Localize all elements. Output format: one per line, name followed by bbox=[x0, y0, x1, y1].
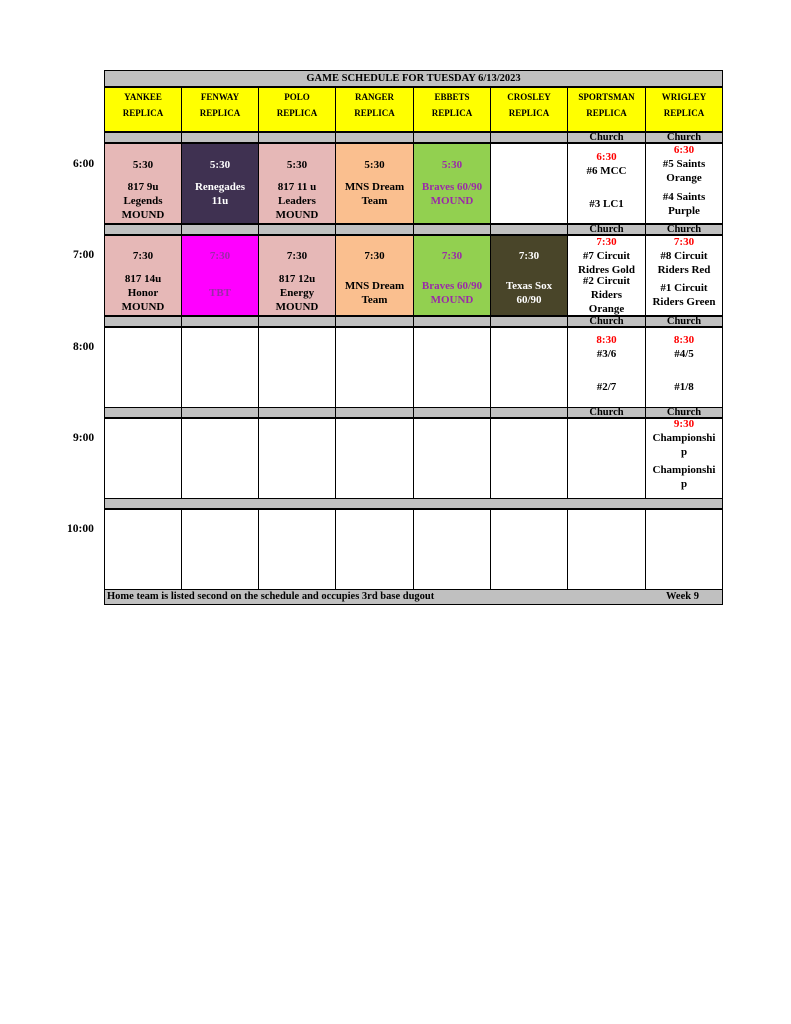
game-time: 8:30 bbox=[596, 334, 617, 346]
game-cell-fenway-7[interactable] bbox=[181, 235, 259, 316]
separator-row bbox=[258, 132, 336, 143]
footer-bar bbox=[104, 589, 723, 605]
separator-row bbox=[490, 224, 568, 235]
time-label-10: 10:00 bbox=[67, 523, 94, 535]
team-line: #3 LC1 bbox=[589, 198, 624, 210]
header-ebbets bbox=[413, 87, 491, 132]
game-time: 6:30 bbox=[596, 151, 617, 163]
team-line: p bbox=[680, 478, 688, 490]
header-name: EBBETS bbox=[434, 92, 470, 102]
church-label: Church bbox=[567, 407, 646, 418]
game-time: 7:30 bbox=[673, 236, 695, 248]
schedule-title: GAME SCHEDULE FOR TUESDAY 6/13/2023 bbox=[104, 70, 723, 87]
footer-note: Home team is listed second on the schedule and occupies 3rd base dugout bbox=[107, 591, 435, 602]
game-time: 7:30 bbox=[596, 236, 617, 248]
separator-row bbox=[413, 407, 491, 418]
header-sub: REPLICA bbox=[663, 108, 705, 118]
game-time: 7:30 bbox=[209, 250, 231, 262]
header-sub: REPLICA bbox=[199, 108, 241, 118]
game-cell-ranger-7[interactable] bbox=[335, 235, 414, 316]
team-line: p bbox=[680, 446, 688, 458]
game-cell-ebbets-7[interactable] bbox=[413, 235, 491, 316]
header-name: WRIGLEY bbox=[661, 92, 707, 102]
empty-cell bbox=[413, 418, 491, 499]
team-line: Energy bbox=[279, 287, 315, 299]
church-label: Church bbox=[645, 407, 723, 418]
empty-cell bbox=[104, 418, 182, 499]
game-time: 5:30 bbox=[286, 159, 308, 171]
empty-cell bbox=[181, 509, 259, 590]
empty-cell bbox=[413, 327, 491, 408]
game-cell-yankee-6[interactable] bbox=[104, 143, 182, 224]
game-time: 9:30 bbox=[673, 418, 695, 430]
team-line: Orange bbox=[588, 303, 625, 315]
header-name: YANKEE bbox=[124, 92, 162, 102]
team-line: #4 Saints bbox=[662, 191, 706, 203]
game-cell-crosley-7[interactable] bbox=[490, 235, 568, 316]
team-line: 817 14u bbox=[124, 273, 162, 285]
game-time: 8:30 bbox=[673, 334, 695, 346]
game-time: 7:30 bbox=[364, 250, 385, 262]
header-name: RANGER bbox=[354, 92, 394, 102]
empty-cell bbox=[567, 418, 646, 499]
team-line: #5 Saints bbox=[662, 158, 706, 170]
church-label: Church bbox=[645, 224, 723, 235]
team-line: #7 Circuit bbox=[582, 250, 631, 262]
empty-cell bbox=[490, 509, 568, 590]
empty-cell bbox=[104, 327, 182, 408]
game-time: 7:30 bbox=[441, 250, 463, 262]
header-name: FENWAY bbox=[200, 92, 240, 102]
header-sub: REPLICA bbox=[122, 108, 164, 118]
separator-row bbox=[181, 407, 259, 418]
empty-cell bbox=[258, 327, 336, 408]
header-sub: REPLICA bbox=[431, 108, 473, 118]
game-cell-polo-7[interactable] bbox=[258, 235, 336, 316]
header-name: CROSLEY bbox=[507, 92, 551, 102]
separator-row bbox=[104, 132, 182, 143]
header-sub: REPLICA bbox=[276, 108, 318, 118]
team-line: 817 11 u bbox=[277, 181, 317, 193]
team-line: Renegades bbox=[194, 181, 246, 193]
game-cell-ebbets-6[interactable] bbox=[413, 143, 491, 224]
empty-cell bbox=[490, 327, 568, 408]
empty-cell bbox=[258, 509, 336, 590]
team-line: Championshi bbox=[652, 464, 716, 476]
separator-row bbox=[490, 132, 568, 143]
game-cell-ranger-6[interactable] bbox=[335, 143, 414, 224]
empty-cell bbox=[258, 418, 336, 499]
team-line: #6 MCC bbox=[586, 165, 627, 177]
church-label: Church bbox=[567, 224, 646, 235]
header-polo bbox=[258, 87, 336, 132]
empty-cell bbox=[567, 509, 646, 590]
church-label: Church bbox=[567, 132, 646, 143]
time-label-9: 9:00 bbox=[73, 432, 95, 444]
game-cell-wrigley-8[interactable] bbox=[645, 327, 723, 408]
team-line: Leaders bbox=[278, 195, 316, 207]
separator-row bbox=[181, 224, 259, 235]
header-fenway bbox=[181, 87, 259, 132]
team-line: 817 9u bbox=[127, 181, 159, 193]
separator-row bbox=[104, 498, 723, 509]
team-line: TBT bbox=[208, 287, 231, 299]
game-cell-wrigley-6[interactable] bbox=[645, 143, 723, 224]
empty-cell-crosley-6 bbox=[490, 143, 568, 224]
team-line: MOUND bbox=[121, 209, 165, 221]
team-line: MOUND bbox=[275, 301, 319, 313]
empty-cell bbox=[181, 327, 259, 408]
team-line: #3/6 bbox=[596, 348, 617, 360]
separator-row bbox=[413, 132, 491, 143]
header-ranger bbox=[335, 87, 414, 132]
separator-row bbox=[490, 407, 568, 418]
team-line: MOUND bbox=[430, 195, 474, 207]
separator-row bbox=[258, 224, 336, 235]
game-time: 5:30 bbox=[209, 159, 231, 171]
church-label: Church bbox=[645, 316, 723, 327]
team-line: MOUND bbox=[121, 301, 165, 313]
separator-row bbox=[335, 224, 414, 235]
game-time: 6:30 bbox=[673, 144, 695, 156]
header-yankee bbox=[104, 87, 182, 132]
separator-row bbox=[258, 407, 336, 418]
separator-row bbox=[104, 224, 182, 235]
header-sub: REPLICA bbox=[354, 108, 395, 118]
header-sub: REPLICA bbox=[586, 108, 627, 118]
separator-row bbox=[490, 316, 568, 327]
team-line: #2/7 bbox=[596, 381, 617, 393]
team-line: Honor bbox=[127, 287, 159, 299]
team-line: Team bbox=[361, 195, 388, 207]
week-label: Week 9 bbox=[666, 591, 699, 602]
team-line: 11u bbox=[211, 195, 229, 207]
team-line: 60/90 bbox=[516, 294, 542, 306]
team-line: MOUND bbox=[275, 209, 319, 221]
game-cell-yankee-7[interactable] bbox=[104, 235, 182, 316]
team-line: Purple bbox=[668, 205, 700, 217]
empty-cell bbox=[490, 418, 568, 499]
game-time: 7:30 bbox=[286, 250, 308, 262]
team-line: Ridres Gold bbox=[578, 264, 635, 276]
team-line: Braves 60/90 bbox=[421, 280, 483, 292]
separator-row bbox=[181, 316, 259, 327]
game-time: 5:30 bbox=[132, 159, 154, 171]
game-time: 5:30 bbox=[364, 159, 385, 171]
team-line: #1 Circuit bbox=[660, 282, 708, 294]
game-cell-wrigley-7[interactable] bbox=[645, 235, 723, 316]
game-cell-wrigley-9[interactable] bbox=[645, 418, 723, 499]
team-line: #1/8 bbox=[674, 381, 694, 393]
game-cell-polo-6[interactable] bbox=[258, 143, 336, 224]
header-sub: REPLICA bbox=[508, 108, 550, 118]
team-line: Championshi bbox=[652, 432, 716, 444]
empty-cell bbox=[645, 509, 723, 590]
empty-cell bbox=[335, 509, 414, 590]
game-cell-fenway-6[interactable] bbox=[181, 143, 259, 224]
empty-cell bbox=[335, 327, 414, 408]
team-line: MOUND bbox=[430, 294, 474, 306]
team-line: Riders Red bbox=[657, 264, 711, 276]
team-line: #2 Circuit bbox=[582, 275, 631, 287]
separator-row bbox=[258, 316, 336, 327]
empty-cell bbox=[413, 509, 491, 590]
header-name: SPORTSMAN bbox=[578, 92, 635, 102]
separator-row bbox=[335, 132, 414, 143]
empty-cell bbox=[181, 418, 259, 499]
separator-row bbox=[181, 132, 259, 143]
team-line: Team bbox=[361, 294, 388, 306]
church-label: Church bbox=[645, 132, 723, 143]
header-sportsman bbox=[567, 87, 646, 132]
header-crosley bbox=[490, 87, 568, 132]
empty-cell bbox=[104, 509, 182, 590]
header-wrigley bbox=[645, 87, 723, 132]
time-label-7: 7:00 bbox=[73, 249, 95, 261]
team-line: Braves 60/90 bbox=[421, 181, 483, 193]
team-line: #8 Circuit bbox=[660, 250, 708, 262]
team-line: 817 12u bbox=[278, 273, 316, 285]
team-line: Riders Green bbox=[652, 296, 716, 308]
church-label: Church bbox=[567, 316, 646, 327]
game-cell-sportsman-8[interactable] bbox=[567, 327, 646, 408]
separator-row bbox=[335, 407, 414, 418]
header-name: POLO bbox=[284, 92, 310, 102]
separator-row bbox=[335, 316, 414, 327]
game-time: 7:30 bbox=[132, 250, 154, 262]
game-time: 7:30 bbox=[518, 250, 540, 262]
empty-cell bbox=[335, 418, 414, 499]
team-line: Riders bbox=[590, 289, 623, 301]
time-label-8: 8:00 bbox=[73, 341, 95, 353]
team-line: Texas Sox bbox=[505, 280, 553, 292]
team-line: Orange bbox=[666, 172, 702, 184]
separator-row bbox=[413, 224, 491, 235]
team-line: MNS Dream bbox=[344, 280, 405, 292]
time-label-6: 6:00 bbox=[73, 158, 95, 170]
game-cell-sportsman-7[interactable] bbox=[567, 235, 646, 316]
separator-row bbox=[104, 407, 182, 418]
team-line: #4/5 bbox=[674, 348, 694, 360]
game-cell-sportsman-6[interactable] bbox=[567, 143, 646, 224]
team-line: Legends bbox=[123, 195, 163, 207]
separator-row bbox=[413, 316, 491, 327]
game-time: 5:30 bbox=[441, 159, 463, 171]
team-line: MNS Dream bbox=[344, 181, 405, 193]
separator-row bbox=[104, 316, 182, 327]
